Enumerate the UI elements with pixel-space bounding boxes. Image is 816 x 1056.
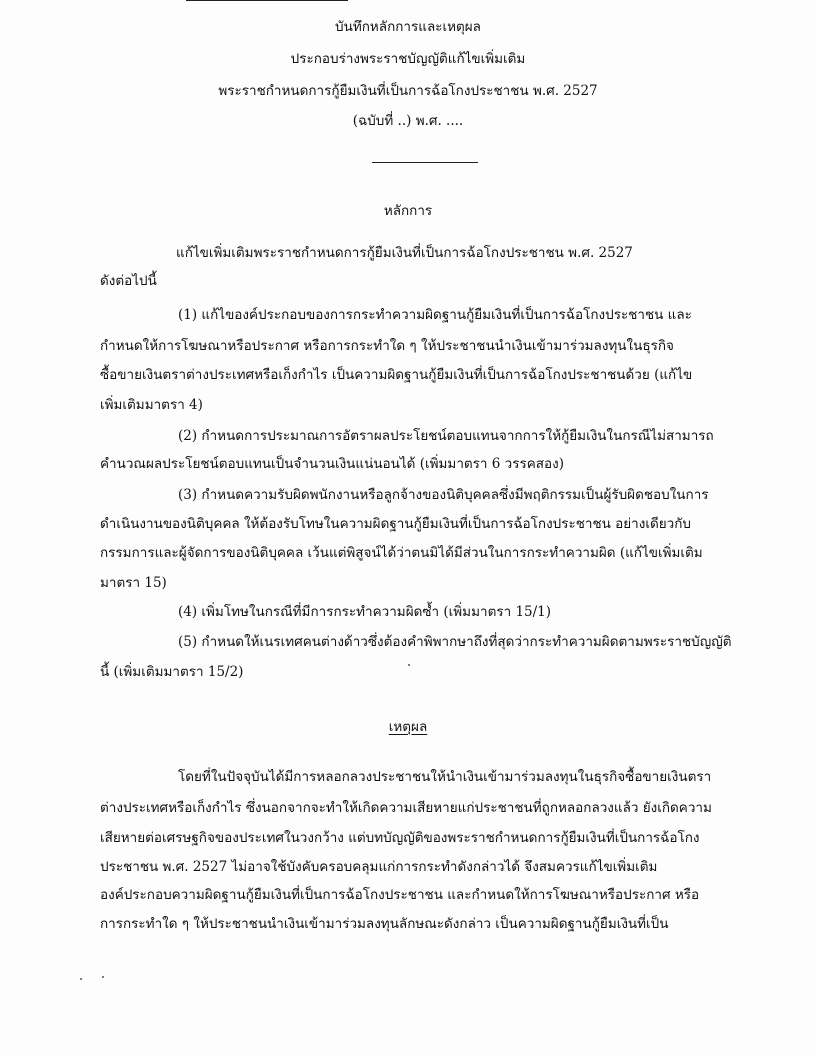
reasons-line: โดยที่ในปัจจุบันได้มีการหลอกลวงประชาชนให้นำเงินเข้ามาร่วมลงทุนในธุรกิจซื้อขายเงินตรา: [178, 769, 712, 785]
principle-item-1-line: เพิ่มเติมมาตรา 4): [100, 397, 203, 413]
scan-speck: [80, 978, 82, 980]
principles-intro-line: แก้ไขเพิ่มเติมพระราชกำหนดการกู้ยืมเงินที่เป็นการฉ้อโกงประชาชน พ.ศ. 2527: [176, 245, 633, 261]
principle-item-5-line: นี้ (เพิ่มเติมมาตรา 15/2): [100, 664, 244, 680]
principle-item-2-line: (2) กำหนดการประมาณการอัตราผลประโยชน์ตอบแทนจากการให้กู้ยืมเงินในกรณีไม่สามารถ: [178, 428, 714, 444]
principle-item-3-line: ดำเนินงานของนิติบุคคล ให้ต้องรับโทษในความผิดฐานกู้ยืมเงินที่เป็นการฉ้อโกงประชาชน อย่างเดียวกับ: [100, 516, 691, 532]
principle-item-3-line: กรรมการและผู้จัดการของนิติบุคคล เว้นแต่พิสูจน์ได้ว่าตนมิได้มีส่วนในการกระทำความผิด (แก้ไขเพิ่มเติม: [100, 545, 703, 561]
principle-item-1-line: (1) แก้ไของค์ประกอบของการกระทำความผิดฐานกู้ยืมเงินที่เป็นการฉ้อโกงประชาชน และ: [178, 307, 692, 323]
decree-title-line: พระราชกำหนดการกู้ยืมเงินที่เป็นการฉ้อโกงประชาชน พ.ศ. 2527: [218, 83, 598, 99]
principle-item-4-line: (4) เพิ่มโทษในกรณีที่มีการกระทำความผิดซ้ำ (เพิ่มมาตรา 15/1): [178, 604, 552, 620]
principles-intro-line: ดังต่อไปนี้: [100, 273, 157, 289]
top-rule: [186, 0, 348, 1]
bill-title-line: ประกอบร่างพระราชบัญญัติแก้ไขเพิ่มเติม: [290, 51, 526, 67]
reasons-line: เสียหายต่อเศรษฐกิจของประเทศในวงกว้าง แต่บทบัญญัติของพระราชกำหนดการกู้ยืมเงินที่เป็นการฉ้อโกง: [100, 830, 700, 846]
reasons-line: การกระทำใด ๆ ให้ประชาชนนำเงินเข้ามาร่วมลงทุนลักษณะดังกล่าว เป็นความผิดฐานกู้ยืมเงินที่เป็น: [100, 916, 669, 932]
edition-line: (ฉบับที่ ..) พ.ศ. ....: [352, 113, 464, 129]
reasons-line: องค์ประกอบความผิดฐานกู้ยืมเงินที่เป็นการฉ้อโกงประชาชน และกำหนดให้การโฆษณาหรือประกาศ หรือ: [100, 887, 700, 903]
reasons-heading: เหตุผล: [388, 719, 428, 735]
principle-item-1-line: ซื้อขายเงินตราต่างประเทศหรือเก็งกำไร เป็นความผิดฐานกู้ยืมเงินที่เป็นการฉ้อโกงประชาชนด้วย (แก้ไข: [100, 367, 693, 383]
principle-item-5-line: (5) กำหนดให้เนรเทศคนต่างด้าวซึ่งต้องคำพิพากษาถึงที่สุดว่ากระทำความผิดตามพระราชบัญญัติ: [178, 634, 732, 650]
reasons-line: ประชาชน พ.ศ. 2527 ไม่อาจใช้บังคับครอบคลุมแก่การกระทำดังกล่าวได้ จึงสมควรแก้ไขเพิ่มเติม: [100, 859, 658, 875]
principle-item-1-line: กำหนดให้การโฆษณาหรือประกาศ หรือการกระทำใด ๆ ให้ประชาชนนำเงินเข้ามาร่วมลงทุนในธุรกิจ: [100, 338, 674, 354]
scan-speck: [102, 976, 104, 978]
section-divider: [372, 162, 478, 163]
principle-item-3-line: (3) กำหนดความรับผิดพนักงานหรือลูกจ้างของนิติบุคคลซึ่งมีพฤติกรรมเป็นผู้รับผิดชอบในการ: [178, 487, 709, 503]
reasons-line: ต่างประเทศหรือเก็งกำไร ซึ่งนอกจากจะทำให้เกิดความเสียหายแก่ประชาชนที่ถูกหลอกลวงแล้ว ยังเกิดความ: [100, 800, 712, 816]
scan-speck: [408, 664, 410, 666]
principles-heading: หลักการ: [383, 203, 433, 219]
principle-item-2-line: คำนวณผลประโยชน์ตอบแทนเป็นจำนวนเงินแน่นอนได้ (เพิ่มมาตรา 6 วรรคสอง): [100, 456, 564, 472]
principle-item-3-line: มาตรา 15): [100, 575, 167, 591]
memo-title: บันทึกหลักการและเหตุผล: [335, 19, 481, 35]
